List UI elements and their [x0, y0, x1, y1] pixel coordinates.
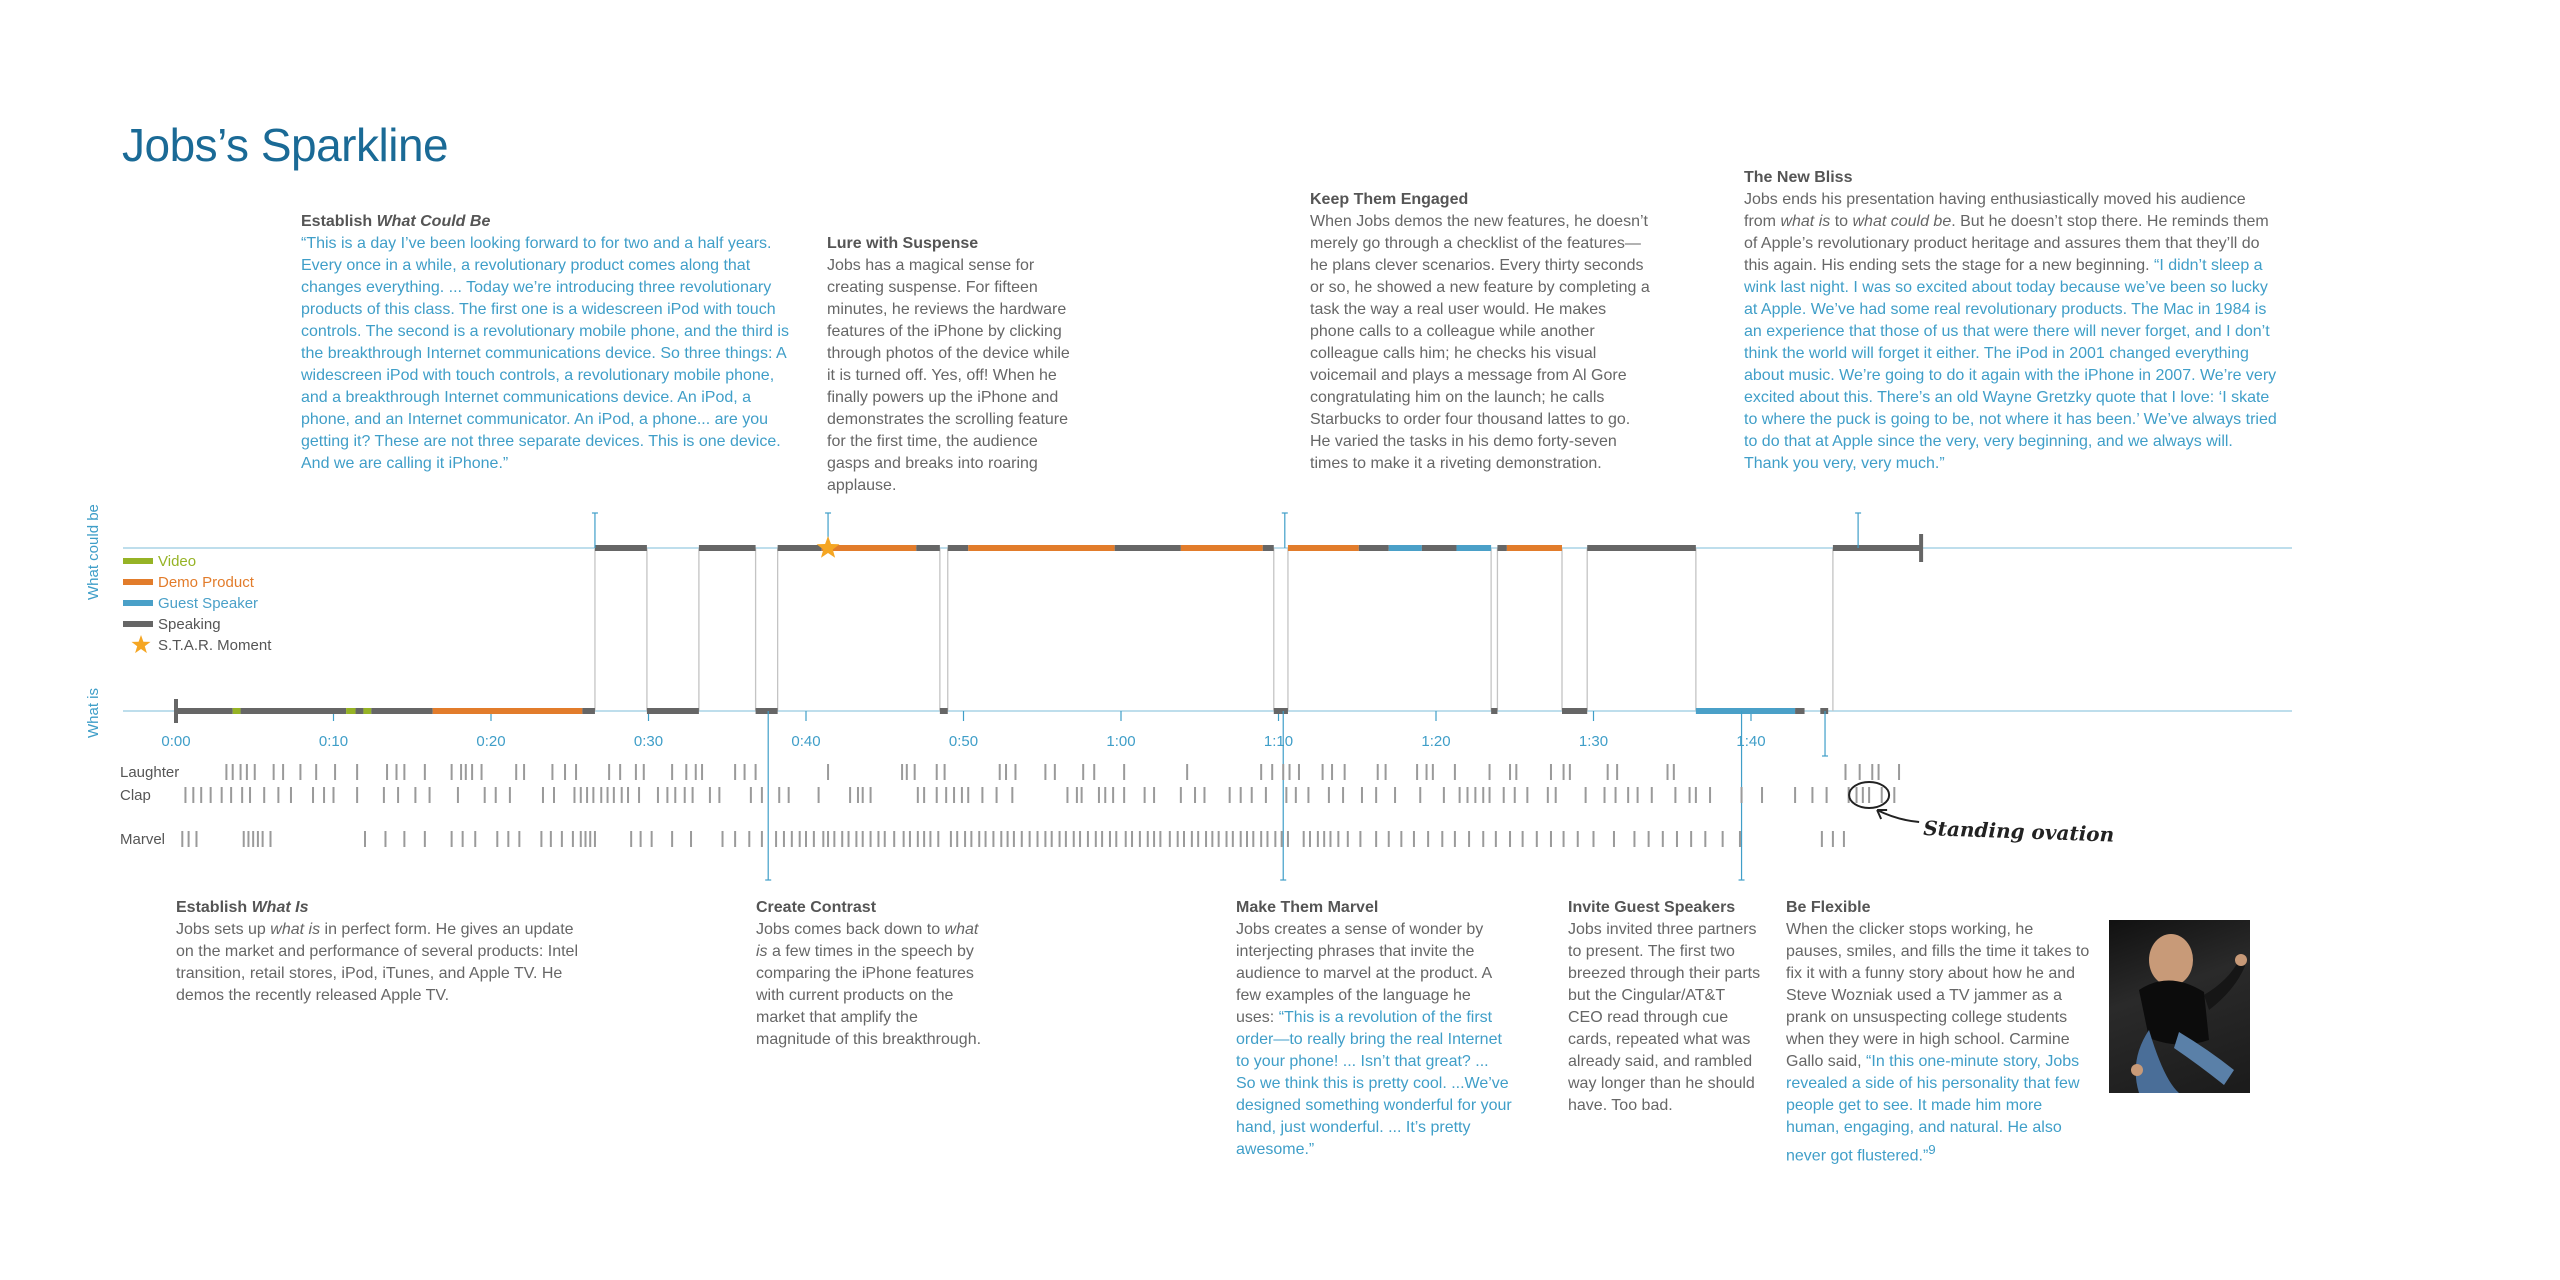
annotation-body: Jobs invited three partners to present. The first two breezed through their parts but the Cingular/AT&T CEO read through cue cards, repeated what was already said, and rambled way longer than he should have. Too bad.: [1568, 921, 1761, 1114]
annotation-body: “This is a day I’ve been looking forward to for two and a half years. Every once in a while, a revolutionary product comes along that changes everything. ... Today we’re introducing three revolutionary products of this class. The first one is a widescreen iPod with touch controls. The second is a revolutionary mobile phone, and the third is the breakthrough Internet communications device. So three things: A widescreen iPod with touch controls, a revolutionary mobile phone, and a breakthrough Internet communications device. An iPod, a phone, and an Internet communicator. An iPod, a phone... are you getting it? These are not three separate devices. This is one device. And we are calling it iPhone.”: [301, 235, 789, 472]
annotation-body: Jobs creates a sense of wonder by interjecting phrases that invite the audience to marvel at the product. A few examples of the language he uses: “This is a revolution of the first order—to really bring the real Internet to your phone! ... Isn’t that great? ... So we think this is pretty cool. ...We’ve designed something wonderful for your hand, just wonderful. ... It’s pretty awesome.”: [1236, 921, 1512, 1158]
annotation-invite-guest-speakers: [1568, 897, 1761, 1117]
x-tick-label: 0:50: [948, 733, 979, 750]
annotation-be-flexible: [1786, 897, 2091, 1167]
legend-label-speaking: Speaking: [158, 616, 221, 633]
ovation-label: Standing ovation: [1922, 816, 2115, 847]
annotation-establish-what-could-be: [301, 211, 796, 475]
legend-label-video: Video: [158, 553, 197, 570]
star-moment-icon: [817, 536, 840, 558]
x-tick-label: 0:20: [476, 733, 506, 750]
legend-label-demo: Demo Product: [158, 574, 254, 591]
annotation-body: Jobs sets up what is in perfect form. He gives an update on the market and performance of several products: Intel transition, retail stores, iPod, iTunes, and Apple TV. He demos the recently released Apple TV.: [176, 921, 578, 1004]
x-tick-label: 0:00: [161, 733, 191, 750]
y-label-what-could-be: What could be: [85, 504, 102, 600]
x-tick-label: 0:30: [633, 733, 664, 750]
x-tick-label: 1:30: [1578, 733, 1609, 750]
annotation-create-contrast: [756, 897, 990, 1051]
annotation-heading: Create Contrast: [756, 899, 877, 916]
annotation-heading: Establish What Is: [176, 899, 309, 916]
annotation-keep-them-engaged: [1310, 189, 1652, 475]
annotation-body: Jobs has a magical sense for creating suspense. For fifteen minutes, he reviews the hardware features of the iPhone by clicking through photos of the device while it is turned off. Yes, off! When he finally powers up the iPhone and demonstrates the scrolling feature for the first time, the audience gasps and breaks into roaring applause.: [827, 257, 1070, 494]
annotation-body: Jobs comes back down to what is a few times in the speech by comparing the iPhone features with current products on the market that amplify the magnitude of this breakthrough.: [756, 921, 982, 1048]
annotation-heading: Establish What Could Be: [301, 213, 491, 230]
annotation-heading: Keep Them Engaged: [1310, 191, 1469, 208]
legend-label-guest: Guest Speaker: [158, 595, 259, 612]
x-tick-label: 0:40: [791, 733, 821, 750]
annotation-lure-with-suspense: [827, 233, 1082, 497]
reaction-label-marvel: Marvel: [120, 831, 166, 848]
reaction-label-clap: Clap: [120, 787, 151, 804]
x-tick-label: 1:10: [1263, 733, 1294, 750]
reaction-label-laughter: Laughter: [120, 764, 180, 781]
page-title: Jobs’s Sparkline: [122, 119, 449, 171]
annotation-the-new-bliss: [1744, 167, 2281, 475]
annotation-body: Jobs ends his presentation having enthusiastically moved his audience from what is to what could be. But he doesn’t stop there. He reminds them of Apple’s revolutionary product heritage and assures them that they’ll do this again. His ending sets the stage for a new beginning. “I didn’t sleep a wink last night. I was so excited about today because we’ve been so lucky at Apple. We’ve had some real revolutionary products. The Mac in 1984 is an experience that those of us that were there will never forget, and I don’t think the world will forget it either. The iPod in 2001 changed everything about music. We’re going to do it again with the iPhone in 2007. We’re very excited about this. There’s an old Wayne Gretzky quote that I love: ‘I skate to where the puck is going to be, not where it has been.’ We’ve always tried to do that at Apple since the very, very beginning, and we always will. Thank you very, very much.”: [1744, 191, 2277, 472]
x-tick-label: 0:10: [318, 733, 349, 750]
x-tick-label: 1:40: [1736, 733, 1766, 750]
annotation-heading: Be Flexible: [1786, 899, 1871, 916]
annotation-heading: Make Them Marvel: [1236, 899, 1379, 916]
annotation-heading: The New Bliss: [1744, 169, 1853, 186]
annotation-heading: Invite Guest Speakers: [1568, 899, 1736, 916]
annotation-establish-what-is: [176, 897, 584, 1007]
annotation-body: When the clicker stops working, he pauses, smiles, and fills the time it takes to fix it with a funny story about how he and Steve Wozniak used a TV jammer as a prank on unsuspecting college students when they were in high school. Carmine Gallo said, “In this one-minute story, Jobs revealed a side of his personality that few people get to see. It made him more human, engaging, and natural. He also never got flustered.”$^9$: [1786, 921, 2090, 1165]
ovation-arrow: [1877, 810, 1919, 822]
annotation-heading: Lure with Suspense: [827, 235, 979, 252]
annotation-body: When Jobs demos the new features, he doesn’t merely go through a checklist of the features—he plans clever scenarios. Every thirty seconds or so, he showed a new feature by completing a task the way a real user would. He makes phone calls to a colleague while another colleague calls him; he checks his visual voicemail and plays a message from Al Gore congratulating him on the launch; he calls Starbucks to order four thousand lattes to go. He varied the tasks in his demo forty-seven times to make it a riveting demonstration.: [1310, 213, 1650, 472]
legend-label-star: S.T.A.R. Moment: [158, 637, 272, 654]
y-label-what-is: What is: [85, 687, 102, 738]
legend-star-icon: [132, 635, 151, 653]
x-tick-label: 1:20: [1421, 733, 1451, 750]
x-tick-label: 1:00: [1106, 733, 1136, 750]
steve-jobs-photo: [2109, 920, 2250, 1093]
annotation-make-them-marvel: [1236, 897, 1512, 1161]
